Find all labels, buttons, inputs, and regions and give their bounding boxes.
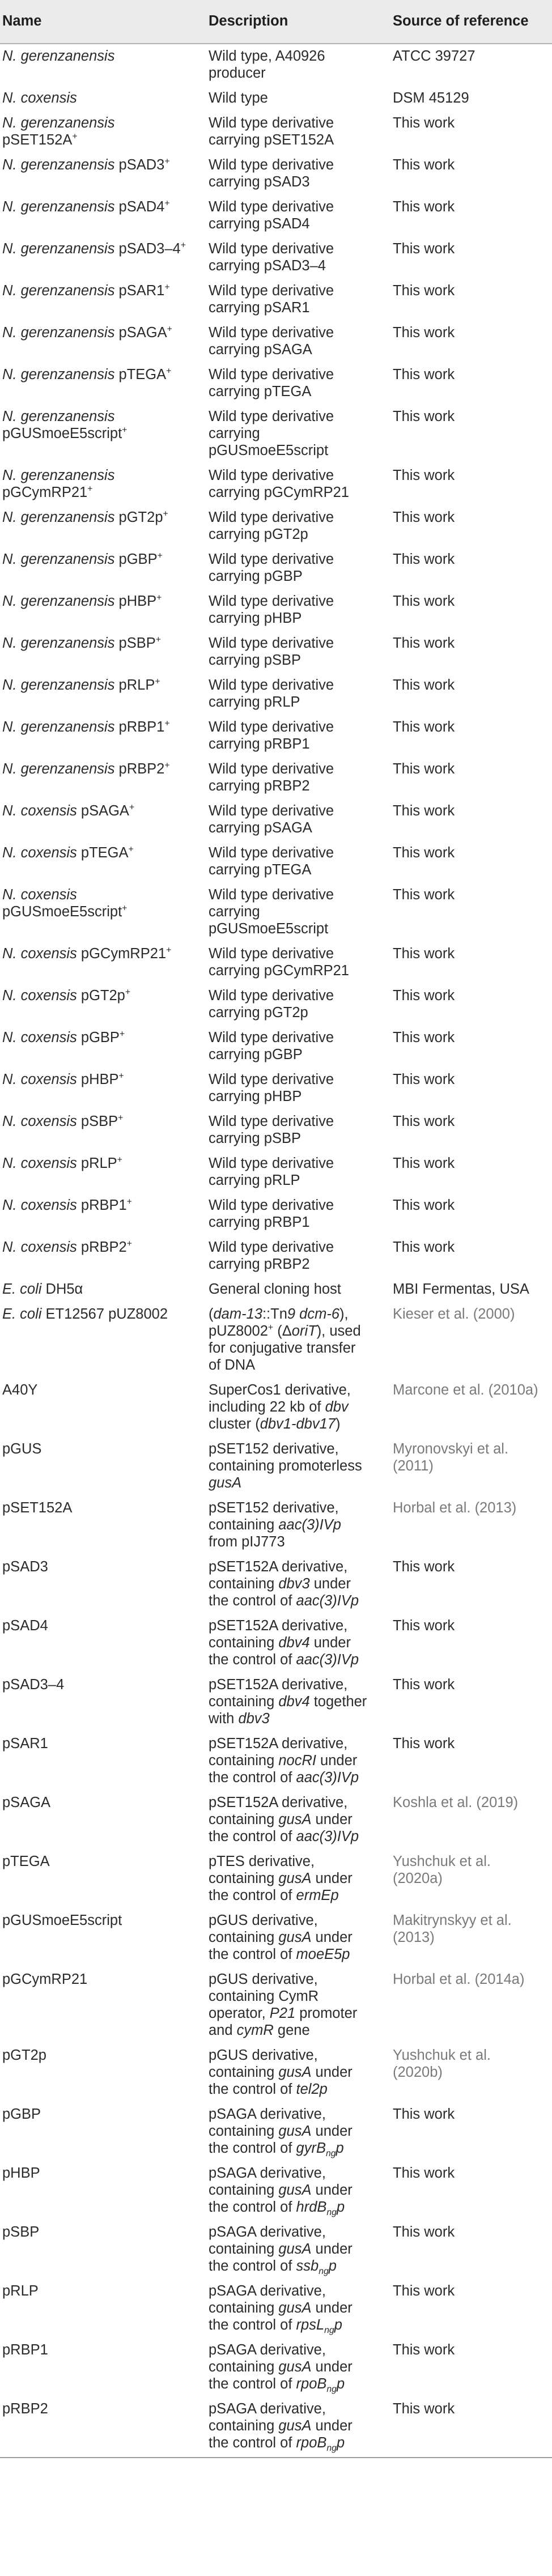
cell-description: Wild type derivative carrying pRBP1 — [209, 719, 334, 752]
cell-description: Wild type derivative carrying pGBP — [209, 1030, 334, 1062]
cell-description: Wild type derivative carrying pSET152A — [209, 115, 334, 148]
cell-source: This work — [393, 1618, 455, 1634]
cell-name: pSAD3–4 — [2, 1677, 65, 1693]
cell-name: N. gerenzanensis pRLP+ — [2, 677, 160, 693]
cell-description: pSAGA derivative, containing gusA under the control of rpsL$_{ng}$p — [209, 2283, 353, 2336]
cell-description: pSAGA derivative, containing gusA under the control of rpoB$_{ng}$p — [209, 2401, 353, 2454]
table-header — [0, 0, 552, 44]
cell-description: pSET152A derivative, containing dbv3 under the control of aac(3)IVp — [209, 1559, 359, 1609]
cell-source: This work — [393, 467, 455, 483]
cell-name: pSBP — [2, 2224, 40, 2240]
cell-name: E. coli DH5α — [2, 1281, 83, 1297]
cell-description: Wild type derivative carrying pRLP — [209, 1155, 334, 1188]
cell-source: Marcone et al. (2010a) — [393, 1382, 538, 1398]
cell-description: Wild type derivative carrying pGT2p — [209, 509, 334, 542]
cell-source: This work — [393, 2165, 455, 2181]
cell-source: This work — [393, 719, 455, 735]
cell-source: This work — [393, 1239, 455, 1255]
table-row — [0, 509, 552, 543]
cell-source: This work — [393, 677, 455, 693]
cell-name: N. gerenzanensis pSBP+ — [2, 635, 161, 651]
cell-source: This work — [393, 2283, 455, 2299]
cell-name: pGBP — [2, 2106, 41, 2122]
table-row — [0, 1499, 552, 1550]
cell-description: pSAGA derivative, containing gusA under the control of gyrB$_{ng}$p — [209, 2106, 353, 2159]
table-row — [0, 1853, 552, 1904]
header-source: Source of reference — [393, 13, 529, 29]
cell-name: pRBP2 — [2, 2401, 48, 2417]
cell-description: pSET152 derivative, containing promoterless gusA — [209, 1441, 362, 1491]
cell-source: This work — [393, 1072, 455, 1087]
cell-name: N. gerenzanensis pSAGA+ — [2, 324, 172, 341]
cell-description: Wild type derivative carrying pSAD4 — [209, 199, 334, 232]
cell-source: This work — [393, 635, 455, 651]
cell-source: This work — [393, 988, 455, 1004]
table-row — [0, 1029, 552, 1063]
cell-source: Koshla et al. (2019) — [393, 1795, 519, 1810]
cell-name: N. gerenzanensis pSAD3+ — [2, 156, 170, 173]
cell-source: This work — [393, 115, 455, 131]
cell-description: Wild type derivative carrying pRBP2 — [209, 1239, 334, 1272]
cell-source: This work — [393, 1113, 455, 1129]
cell-description: (dam-13::Tn9 dcm-6), pUZ8002+ (ΔoriT), used for conjugative transfer of DNA — [209, 1306, 361, 1373]
cell-name: N. coxensis pGUSmoeE5script+ — [2, 887, 128, 920]
header-name: Name — [2, 13, 42, 29]
table-row — [0, 844, 552, 878]
cell-name: N. gerenzanensis pSAR1+ — [2, 282, 170, 299]
table-row — [0, 1971, 552, 2039]
cell-name: N. gerenzanensis pRBP2+ — [2, 760, 170, 777]
cell-source: Myronovskyi et al. (2011) — [393, 1441, 509, 1474]
table-row — [0, 366, 552, 400]
cell-source: This work — [393, 325, 455, 341]
cell-name: N. coxensis pRBP2+ — [2, 1239, 132, 1255]
cell-description: pSET152 derivative, containing aac(3)IVp from pIJ773 — [209, 1500, 341, 1550]
cell-description: Wild type derivative carrying pTEGA — [209, 367, 334, 399]
cell-description: pSET152A derivative, containing gusA under the control of aac(3)IVp — [209, 1795, 359, 1844]
table-row — [0, 2341, 552, 2395]
cell-description: Wild type derivative carrying pGT2p — [209, 988, 334, 1021]
cell-source: This work — [393, 157, 455, 173]
cell-description: Wild type derivative carrying pRLP — [209, 677, 334, 710]
table-row — [0, 114, 552, 148]
cell-description: Wild type derivative carrying pRBP1 — [209, 1197, 334, 1230]
cell-description: Wild type derivative carrying pHBP — [209, 593, 334, 626]
table-row — [0, 282, 552, 316]
cell-source: Horbal et al. (2013) — [393, 1500, 517, 1516]
cell-name: N. gerenzanensis pGBP+ — [2, 551, 163, 567]
cell-name: N. coxensis pTEGA+ — [2, 844, 134, 861]
cell-description: Wild type derivative carrying pSAGA — [209, 803, 334, 836]
table-row — [0, 1239, 552, 1273]
cell-name: N. gerenzanensis pHBP+ — [2, 593, 162, 609]
table-row — [0, 1071, 552, 1105]
cell-description: General cloning host — [209, 1281, 341, 1297]
table-row — [0, 408, 552, 459]
table-row — [0, 1735, 552, 1786]
cell-name: N. coxensis pRLP+ — [2, 1155, 122, 1171]
table-row — [0, 760, 552, 794]
table-row — [0, 593, 552, 627]
cell-description: pSAGA derivative, containing gusA under the control of hrdB$_{ng}$p — [209, 2165, 353, 2218]
cell-description: pSAGA derivative, containing gusA under the control of rpoB$_{ng}$p — [209, 2342, 353, 2395]
table-row — [0, 2224, 552, 2275]
cell-name: N. coxensis pSAGA+ — [2, 802, 135, 819]
cell-name: pGUSmoeE5script — [2, 1912, 122, 1928]
cell-name: E. coli ET12567 pUZ8002 — [2, 1306, 168, 1322]
cell-description: Wild type — [209, 90, 268, 106]
cell-source: This work — [393, 367, 455, 382]
cell-source: This work — [393, 946, 455, 962]
cell-source: This work — [393, 1155, 455, 1171]
table-row — [0, 467, 552, 501]
cell-description: Wild type derivative carrying pGUSmoeE5script — [209, 409, 334, 458]
cell-name: N. gerenzanensis pGUSmoeE5script+ — [2, 409, 128, 441]
cell-name: N. gerenzanensis pGT2p+ — [2, 509, 168, 525]
table-row — [0, 1676, 552, 1727]
cell-description: Wild type derivative carrying pSAR1 — [209, 283, 334, 316]
cell-description: Wild type derivative carrying pGCymRP21 — [209, 946, 349, 979]
cell-source: This work — [393, 1677, 455, 1693]
table-bottom-rule — [0, 2457, 552, 2458]
cell-source: This work — [393, 283, 455, 299]
cell-source: This work — [393, 241, 455, 257]
cell-description: pSAGA derivative, containing gusA under the control of ssb$_{ng}$p — [209, 2224, 353, 2277]
table-row — [0, 1155, 552, 1189]
cell-name: pSAGA — [2, 1795, 51, 1810]
cell-name: N. coxensis — [2, 90, 77, 106]
cell-name: N. coxensis pHBP+ — [2, 1071, 124, 1087]
cell-source: This work — [393, 2106, 455, 2122]
cell-source: This work — [393, 409, 455, 424]
cell-source: Yushchuk et al. (2020a) — [393, 1854, 491, 1886]
cell-name: N. gerenzanensis pTEGA+ — [2, 366, 172, 382]
cell-description: pTES derivative, containing gusA under the control of ermEp — [209, 1854, 353, 1903]
cell-source: MBI Fermentas, USA — [393, 1281, 529, 1297]
cell-source: This work — [393, 199, 455, 215]
cell-description: Wild type derivative carrying pGUSmoeE5script — [209, 887, 334, 937]
cell-description: Wild type derivative carrying pSAD3–4 — [209, 241, 334, 274]
cell-name: pRLP — [2, 2283, 39, 2299]
cell-source: DSM 45129 — [393, 90, 469, 106]
cell-description: Wild type derivative carrying pTEGA — [209, 845, 334, 878]
table-row — [0, 198, 552, 232]
table-row — [0, 90, 552, 107]
cell-description: pGUS derivative, containing CymR operator, P21 promoter and cymR gene — [209, 1971, 358, 2038]
cell-source: This work — [393, 761, 455, 777]
table-row — [0, 945, 552, 979]
cell-description: pSET152A derivative, containing dbv4 under the control of aac(3)IVp — [209, 1618, 359, 1668]
table-row — [0, 1794, 552, 1845]
cell-source: Makitrynskyy et al. (2013) — [393, 1912, 512, 1945]
cell-name: N. coxensis pRBP1+ — [2, 1197, 132, 1213]
cell-source: This work — [393, 509, 455, 525]
table-row — [0, 1617, 552, 1668]
cell-description: SuperCos1 derivative, including 22 kb of dbv cluster (dbv1-dbv17) — [209, 1382, 351, 1432]
cell-source: Yushchuk et al. (2020b) — [393, 2047, 491, 2080]
table-row — [0, 802, 552, 836]
table-row — [0, 1558, 552, 1609]
cell-source: This work — [393, 803, 455, 819]
header-description: Description — [209, 13, 288, 29]
cell-description: Wild type derivative carrying pSAD3 — [209, 157, 334, 190]
cell-description: Wild type derivative carrying pHBP — [209, 1072, 334, 1104]
cell-description: Wild type derivative carrying pGBP — [209, 551, 334, 584]
cell-description: Wild type derivative carrying pGCymRP21 — [209, 467, 349, 500]
cell-name: N. coxensis pGT2p+ — [2, 987, 131, 1004]
table-row — [0, 551, 552, 585]
cell-description: Wild type derivative carrying pRBP2 — [209, 761, 334, 794]
cell-name: A40Y — [2, 1382, 38, 1398]
cell-description: Wild type derivative carrying pSBP — [209, 635, 334, 668]
cell-source: ATCC 39727 — [393, 48, 475, 64]
table-row — [0, 987, 552, 1021]
cell-name: pRBP1 — [2, 2342, 48, 2358]
cell-source: This work — [393, 1559, 455, 1575]
cell-source: Kieser et al. (2000) — [393, 1306, 515, 1322]
cell-name: N. coxensis pGBP+ — [2, 1029, 125, 1045]
cell-name: N. gerenzanensis pGCymRP21+ — [2, 467, 115, 500]
cell-description: pSET152A derivative, containing nocRI under the control of aac(3)IVp — [209, 1736, 359, 1786]
cell-name: N. gerenzanensis — [2, 48, 115, 64]
table-row — [0, 1113, 552, 1147]
cell-source: This work — [393, 2224, 455, 2240]
cell-name: pGT2p — [2, 2047, 46, 2063]
table-row — [0, 240, 552, 274]
cell-name: pHBP — [2, 2165, 40, 2181]
cell-description: pGUS derivative, containing gusA under the control of moeE5p — [209, 1912, 353, 1962]
cell-source: This work — [393, 887, 455, 903]
table-row — [0, 2106, 552, 2157]
table-row — [0, 719, 552, 753]
cell-source: This work — [393, 2342, 455, 2358]
cell-name: N. gerenzanensis pSET152A+ — [2, 115, 115, 148]
table-row — [0, 1306, 552, 1374]
cell-name: pGUS — [2, 1441, 42, 1457]
table-row — [0, 156, 552, 190]
table-row — [0, 2047, 552, 2098]
cell-name: pSAD4 — [2, 1618, 48, 1634]
table-row — [0, 635, 552, 669]
table-row — [0, 2165, 552, 2216]
table-row — [0, 1281, 552, 1298]
cell-name: N. coxensis pGCymRP21+ — [2, 945, 172, 962]
cell-name: pGCymRP21 — [2, 1971, 88, 1987]
cell-source: This work — [393, 1197, 455, 1213]
table-row — [0, 1912, 552, 1963]
table-row — [0, 48, 552, 82]
cell-description: pGUS derivative, containing gusA under the control of tel2p — [209, 2047, 353, 2097]
cell-source: This work — [393, 845, 455, 861]
table-row — [0, 324, 552, 358]
cell-source: This work — [393, 1736, 455, 1752]
cell-description: Wild type derivative carrying pSAGA — [209, 325, 334, 358]
cell-source: Horbal et al. (2014a) — [393, 1971, 525, 1987]
table-row — [0, 2282, 552, 2336]
cell-source: This work — [393, 2401, 455, 2417]
table-row — [0, 677, 552, 711]
table-row — [0, 886, 552, 937]
cell-name: pSAD3 — [2, 1559, 48, 1575]
cell-description: pSET152A derivative, containing dbv4 together with dbv3 — [209, 1677, 367, 1727]
table-row — [0, 1381, 552, 1432]
cell-description: Wild type, A40926 producer — [209, 48, 325, 81]
table-row — [0, 1197, 552, 1231]
cell-source: This work — [393, 551, 455, 567]
table-row — [0, 2400, 552, 2454]
cell-name: N. coxensis pSBP+ — [2, 1113, 124, 1129]
cell-name: pSET152A — [2, 1500, 73, 1516]
cell-name: N. gerenzanensis pSAD3–4+ — [2, 240, 186, 257]
table-row — [0, 1440, 552, 1491]
cell-name: pSAR1 — [2, 1736, 48, 1752]
cell-source: This work — [393, 1030, 455, 1045]
cell-name: N. gerenzanensis pRBP1+ — [2, 719, 170, 735]
cell-name: N. gerenzanensis pSAD4+ — [2, 198, 170, 215]
cell-description: Wild type derivative carrying pSBP — [209, 1113, 334, 1146]
cell-name: pTEGA — [2, 1854, 50, 1869]
cell-source: This work — [393, 593, 455, 609]
